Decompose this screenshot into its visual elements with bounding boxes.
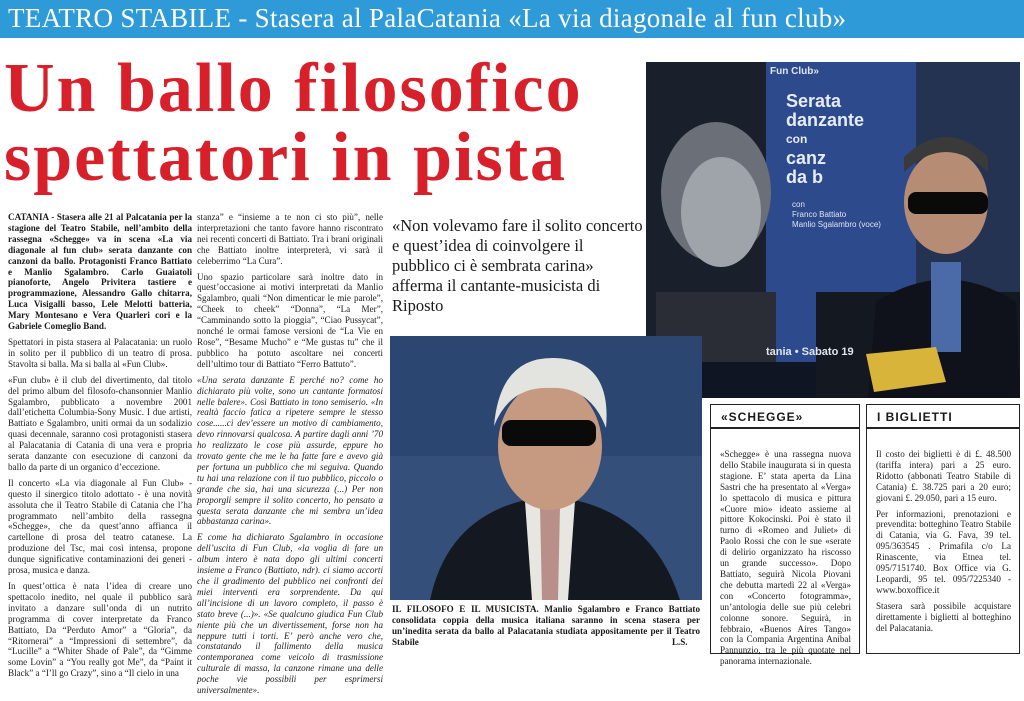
headline-line-1: Un ballo filosofico [4, 50, 583, 127]
author-signature: L.S. [672, 637, 688, 647]
article-column-2 [197, 212, 383, 701]
banner-text: Serata danzante con canz da b [786, 91, 865, 187]
section-header-text: TEATRO STABILE - Stasera al PalaCatania «La via diagonale al fun club» [8, 3, 847, 33]
article-paragraph: «Una serata danzante E perché no? come ho dichiarato più volte, sono un cantante formatosi nelle balere». Così Battiato in tono semiserio. «In realtà faccio fatica a ripetere sempre le stesso cose......ci dev’essere un motivo di cambiamento, devo rinnovarsi qualcosa. A partire dagli anni ’70 ho realizzato le cose più assurde, eppure ho trovato gente che me le ha fatte fare e avevo già per fortuna un pubblico che mi seguiva. Quando tu hai una relazione con il tuo pubblico, piccolo o grande che sia, hai una sicurezza (...) Per non proporgli sempre il solito concerto, ho pensato a questa serata danzante che mi sembra un’idea abbastanza carina». [197, 374, 383, 527]
box-paragraph: Per informazioni, prenotazioni e prevendita: botteghino Teatro Stabile di Catania, via G. Fava, 39 tel. 095/363545 . Primafila c/o La Rinascente, via Etnea tel. 095/7151740. Box Office via G. Leopardi, 95 tel. 095/7225340 - www.boxoffice.it [876, 508, 1011, 595]
caption-text: Manlio Sgalambro e Franco Battiato consolidata coppia della musica italiana saranno in scena stasera per un’inedita serata da ballo al Palacatania studiata appositamente per il Teatro Stabile [392, 604, 700, 647]
box-paragraph: Stasera sarà possibile acquistare direttamente i biglietti al botteghino del Palacatania. [876, 600, 1011, 633]
photo-sgalambro-portrait-image [390, 336, 702, 600]
article-paragraph: Spettatori in pista stasera al Palacatania: un ruolo in solito per il pubblico di un teatro di prosa. Stavolta si balla. Ma si balla al «Fun Club». [8, 336, 192, 369]
box-paragraph: «Schegge» è una rassegna nuova dello Stabile inaugurata si in questa stagione. E’ stata aperta da Lina Sastri che ha presentato al «Verga» lo spettacolo di musica e pittura «Cuore mio» ideato assieme al pittore Kokocinski. Poi è stato il turno di «Romeo and Juliet» di Paolo Rossi che con le sue «serate di delirio organizzato ha riscosso un grande successo». Dopo Battiato, seguirà Nicola Piovani che debutta martedì 22 al «Verga» con «Concerto fotogramma», un’antologia delle sue più celebri colonne sonore. Seguirà, in febbraio, «Buenos Aires Tango» con la Compania Argentina Anibal Pannunzio, tra le più quotate nel panorama internazionale. [720, 449, 851, 667]
sidebar-box-biglietti [866, 404, 1020, 654]
pull-quote: «Non volevamo fare il solito concerto e quest’idea di coinvolgere il pubblico ci è sembrata carina» afferma il cantante-musicista di Riposto [392, 216, 643, 315]
section-header-band [0, 0, 1024, 38]
banner-date-text: tania • Sabato 19 [766, 346, 854, 358]
banner-credits: con Franco Battiato Manlio Sgalambro (voce) [792, 200, 881, 229]
caption-lead: IL FILOSOFO E IL MUSICISTA. [392, 604, 539, 614]
box-body-schegge [720, 449, 851, 672]
article-paragraph: E come ha dichiarato Sgalambro in occasione dell’uscita di Fun Club, «la voglia di fare un album intero è nata dopo gli ultimi concerti insieme a Franco (Battiato, ndr). ci siamo accorti che il gradimento del pubblico nei confronti dei miei interventi era sorprendente. Da qui all’incisione di un lavoro completo, il passo è stato breve (...)». «Se qualcuno giudica Fun Club niente più che un divertissement, forse non ha neppure tutti i torti. E’ però anche vero che, constatando il fallimento della musica contemporanea come veicolo di trasmissione culturale di massa, la canzone rimane una delle poche vie possibili per esprimersi universalmente». [197, 532, 383, 696]
article-paragraph: Uno spazio particolare sarà inoltre dato in quest’occasione ai motivi interpretati da Manlio Sgalambro, quali “Non dimenticar le mie parole”, “Cheek to cheek” “Donna”, “La Mer”, “Camminando sotto la pioggia”, “Ciao Pussycat”, nonché le ormai famose versioni de “La Vie en Rose”, “Besame Mucho” e “Me gustas tu” che il pubblico ha potuto ascoltare nei concerti dell’ultimo tour di Battiato “Ferro Battuto”. [197, 271, 383, 369]
box-body-biglietti [876, 449, 1011, 639]
headline [4, 50, 642, 196]
photo-battiato-stage [646, 62, 1020, 398]
photo-sgalambro-portrait [390, 336, 702, 600]
box-paragraph: Il costo dei biglietti è di £. 48.500 (tariffa intera) pari a 25 euro. Ridotto (abbonati Teatro Stabile di Catania) £. 38.725 pari a 20 euro; giovani £. 29.050, pari a 15 euro. [876, 449, 1011, 503]
article-paragraph: In quest’ottica è nata l’idea di creare uno spettacolo inedito, nel quale il pubblico sarà invitato a danzare sull’onda di un nutrito programma di cover interpretate da Franco Battiato, Da “Perduto Amor” a “Gloria”, da “Ritornerai” a “Impressioni di settembre”, da “Lucille” a “Whiter Shade of Pale”, da “Gimme some Lovin” a “You really got Me”, da “Paint it Black” a “I’ll go Crazy”, sino a “Il cielo in una [8, 581, 192, 679]
box-title-schegge: «SCHEGGE» [711, 405, 859, 429]
sidebar-box-schegge [710, 404, 860, 667]
box-title-biglietti: I BIGLIETTI [867, 405, 1019, 429]
article-paragraph: Il concerto «La via diagonale al Fun Club» - questo il sinergico titolo adottato - è una novità assoluta che il Teatro Stabile di Catania che l’ha programmato nell’ambito della rassegna «Schegge», che da quest’anno affianca il cartellone di prosa del teatro catanese. La produzione del Tsc, mai così intensa, propone dunque significative contaminazioni dei generi - prosa, musica e danza. [8, 477, 192, 576]
article-lead: CATANIA - Stasera alle 21 al Palcatania per la stagione del Teatro Stabile, nell’ambito della rassegna «Schegge» va in scena «La via diagonale al fun club» serata danzante con canzoni da ballo. Protagonisti Franco Battiato e Manlio Sgalambro. Carlo Guaiatoli pianoforte, Angelo Privitera tastiere e programmazione, Alessandro Gallo chitarra, Luca Visigalli basso, Lele Melotti batteria, Mary Montesano e Vera Quarleri cori e la Gabriele Comeglio Band. [8, 212, 192, 332]
banner-top-text: Fun Club» [770, 66, 819, 77]
article-column-1 [8, 212, 192, 684]
article-paragraph: «Fun club» è il club del divertimento, dal titolo del primo album del filosofo-chansonnier Manlio Sgalambro, pubblicato a novembre 2001 dall’etichetta Columbia-Sony Music. I due artisti, Battiato e Sgalambro, uniti ormai da un sodalizio quasi decennale, saranno così protagonisti stasera al Palacatania di Catania di una vera e propria serata danzante con esecuzione di canzoni da ballo da parte di un organico d’eccezione. [8, 374, 192, 472]
headline-line-2: spettatori in pista [4, 119, 567, 196]
photo-caption [392, 604, 700, 648]
article-paragraph: stanza” e “insieme a te non ci sto più”, nelle interpretazioni che tanto favore hanno riscontrato nei recenti concerti di Battiato. Tra i brani originali che Battiato inoltre interpreterà, vi sarà il celeberrimo “La Cura”. [197, 212, 383, 266]
